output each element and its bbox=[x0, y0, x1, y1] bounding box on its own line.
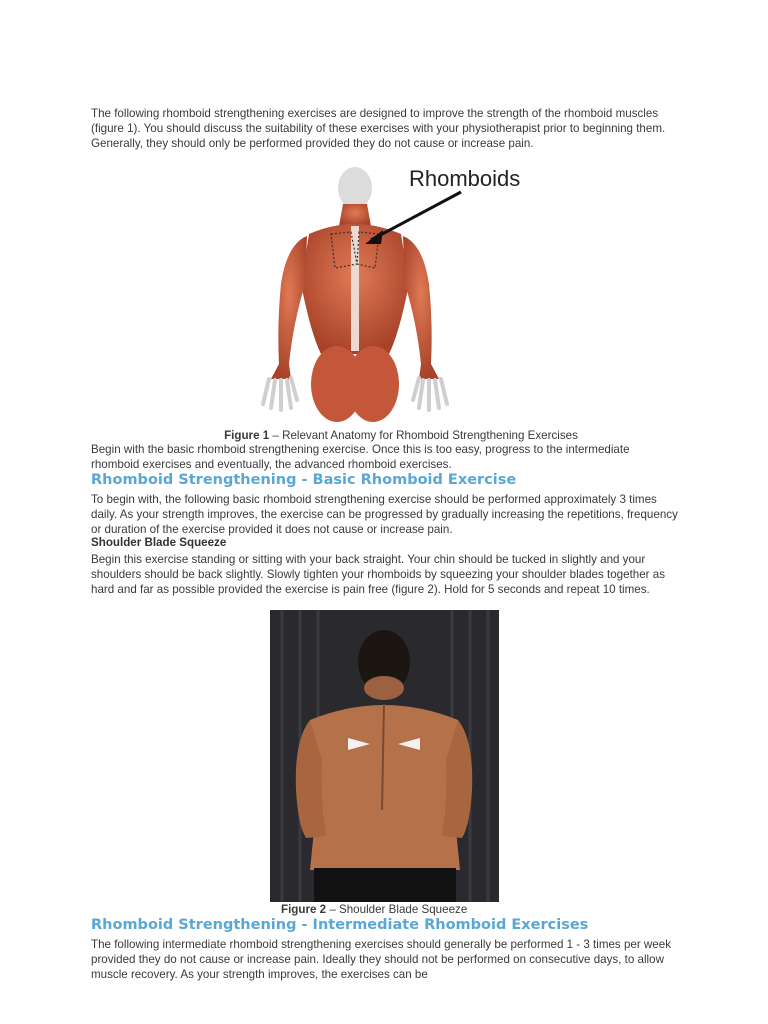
figure-1-anatomy-image bbox=[249, 164, 529, 428]
intro-paragraph: The following rhomboid strengthening exercises are designed to improve the strength of the rhomboid muscles (figure 1). You should discuss the suitability of these exercises with your physiotherapist prior to beginning them. Generally, they should only be performed provided they do not cause or increase pain. bbox=[91, 107, 666, 150]
intermediate-exercise-paragraph: The following intermediate rhomboid strengthening exercises should generally be performed 1 - 3 times per week provided they do not cause or increase pain. Ideally they should not be performed on consecutive days, to allow muscle recovery. As your strength improves, the exercises can be bbox=[91, 938, 671, 981]
basic-exercise-heading: Rhomboid Strengthening - Basic Rhomboid Exercise bbox=[91, 472, 517, 488]
figure-1-caption bbox=[191, 428, 611, 443]
figure-1-rhomboids-label: Rhomboids bbox=[409, 166, 521, 191]
basic-exercise-paragraph: To begin with, the following basic rhomboid strengthening exercise should be performed approximately 3 times daily. As your strength improves, the exercise can be progressed by gradually increasing the repetitions, frequency or duration of the exercise provided it does not cause or increase pain. bbox=[91, 493, 678, 536]
shoulder-blade-squeeze-heading: Shoulder Blade Squeeze bbox=[91, 536, 227, 549]
figure-2-caption bbox=[281, 902, 541, 917]
figure-2-caption-text: – Shoulder Blade Squeeze bbox=[326, 903, 468, 916]
figure-1-caption-text: – Relevant Anatomy for Rhomboid Strengthening Exercises bbox=[269, 429, 578, 442]
shoulder-blade-squeeze-paragraph: Begin this exercise standing or sitting with your back straight. Your chin should be tucked in slightly and your shoulders should be back slightly. Slowly tighten your rhomboids by squeezing your shoulder blades together as hard and far as possible provided the exercise is pain free (figure 2). Hold for 5 seconds and repeat 10 times. bbox=[91, 553, 666, 596]
figure-1-caption-label: Figure 1 bbox=[224, 429, 270, 442]
intermediate-exercise-heading: Rhomboid Strengthening - Intermediate Rhomboid Exercises bbox=[91, 917, 589, 933]
figure-2-photo bbox=[270, 610, 499, 902]
figure-2-caption-label: Figure 2 bbox=[281, 903, 327, 916]
begin-paragraph: Begin with the basic rhomboid strengthening exercise. Once this is too easy, progress to the intermediate rhomboid exercises and eventually, the advanced rhomboid exercises. bbox=[91, 443, 630, 471]
